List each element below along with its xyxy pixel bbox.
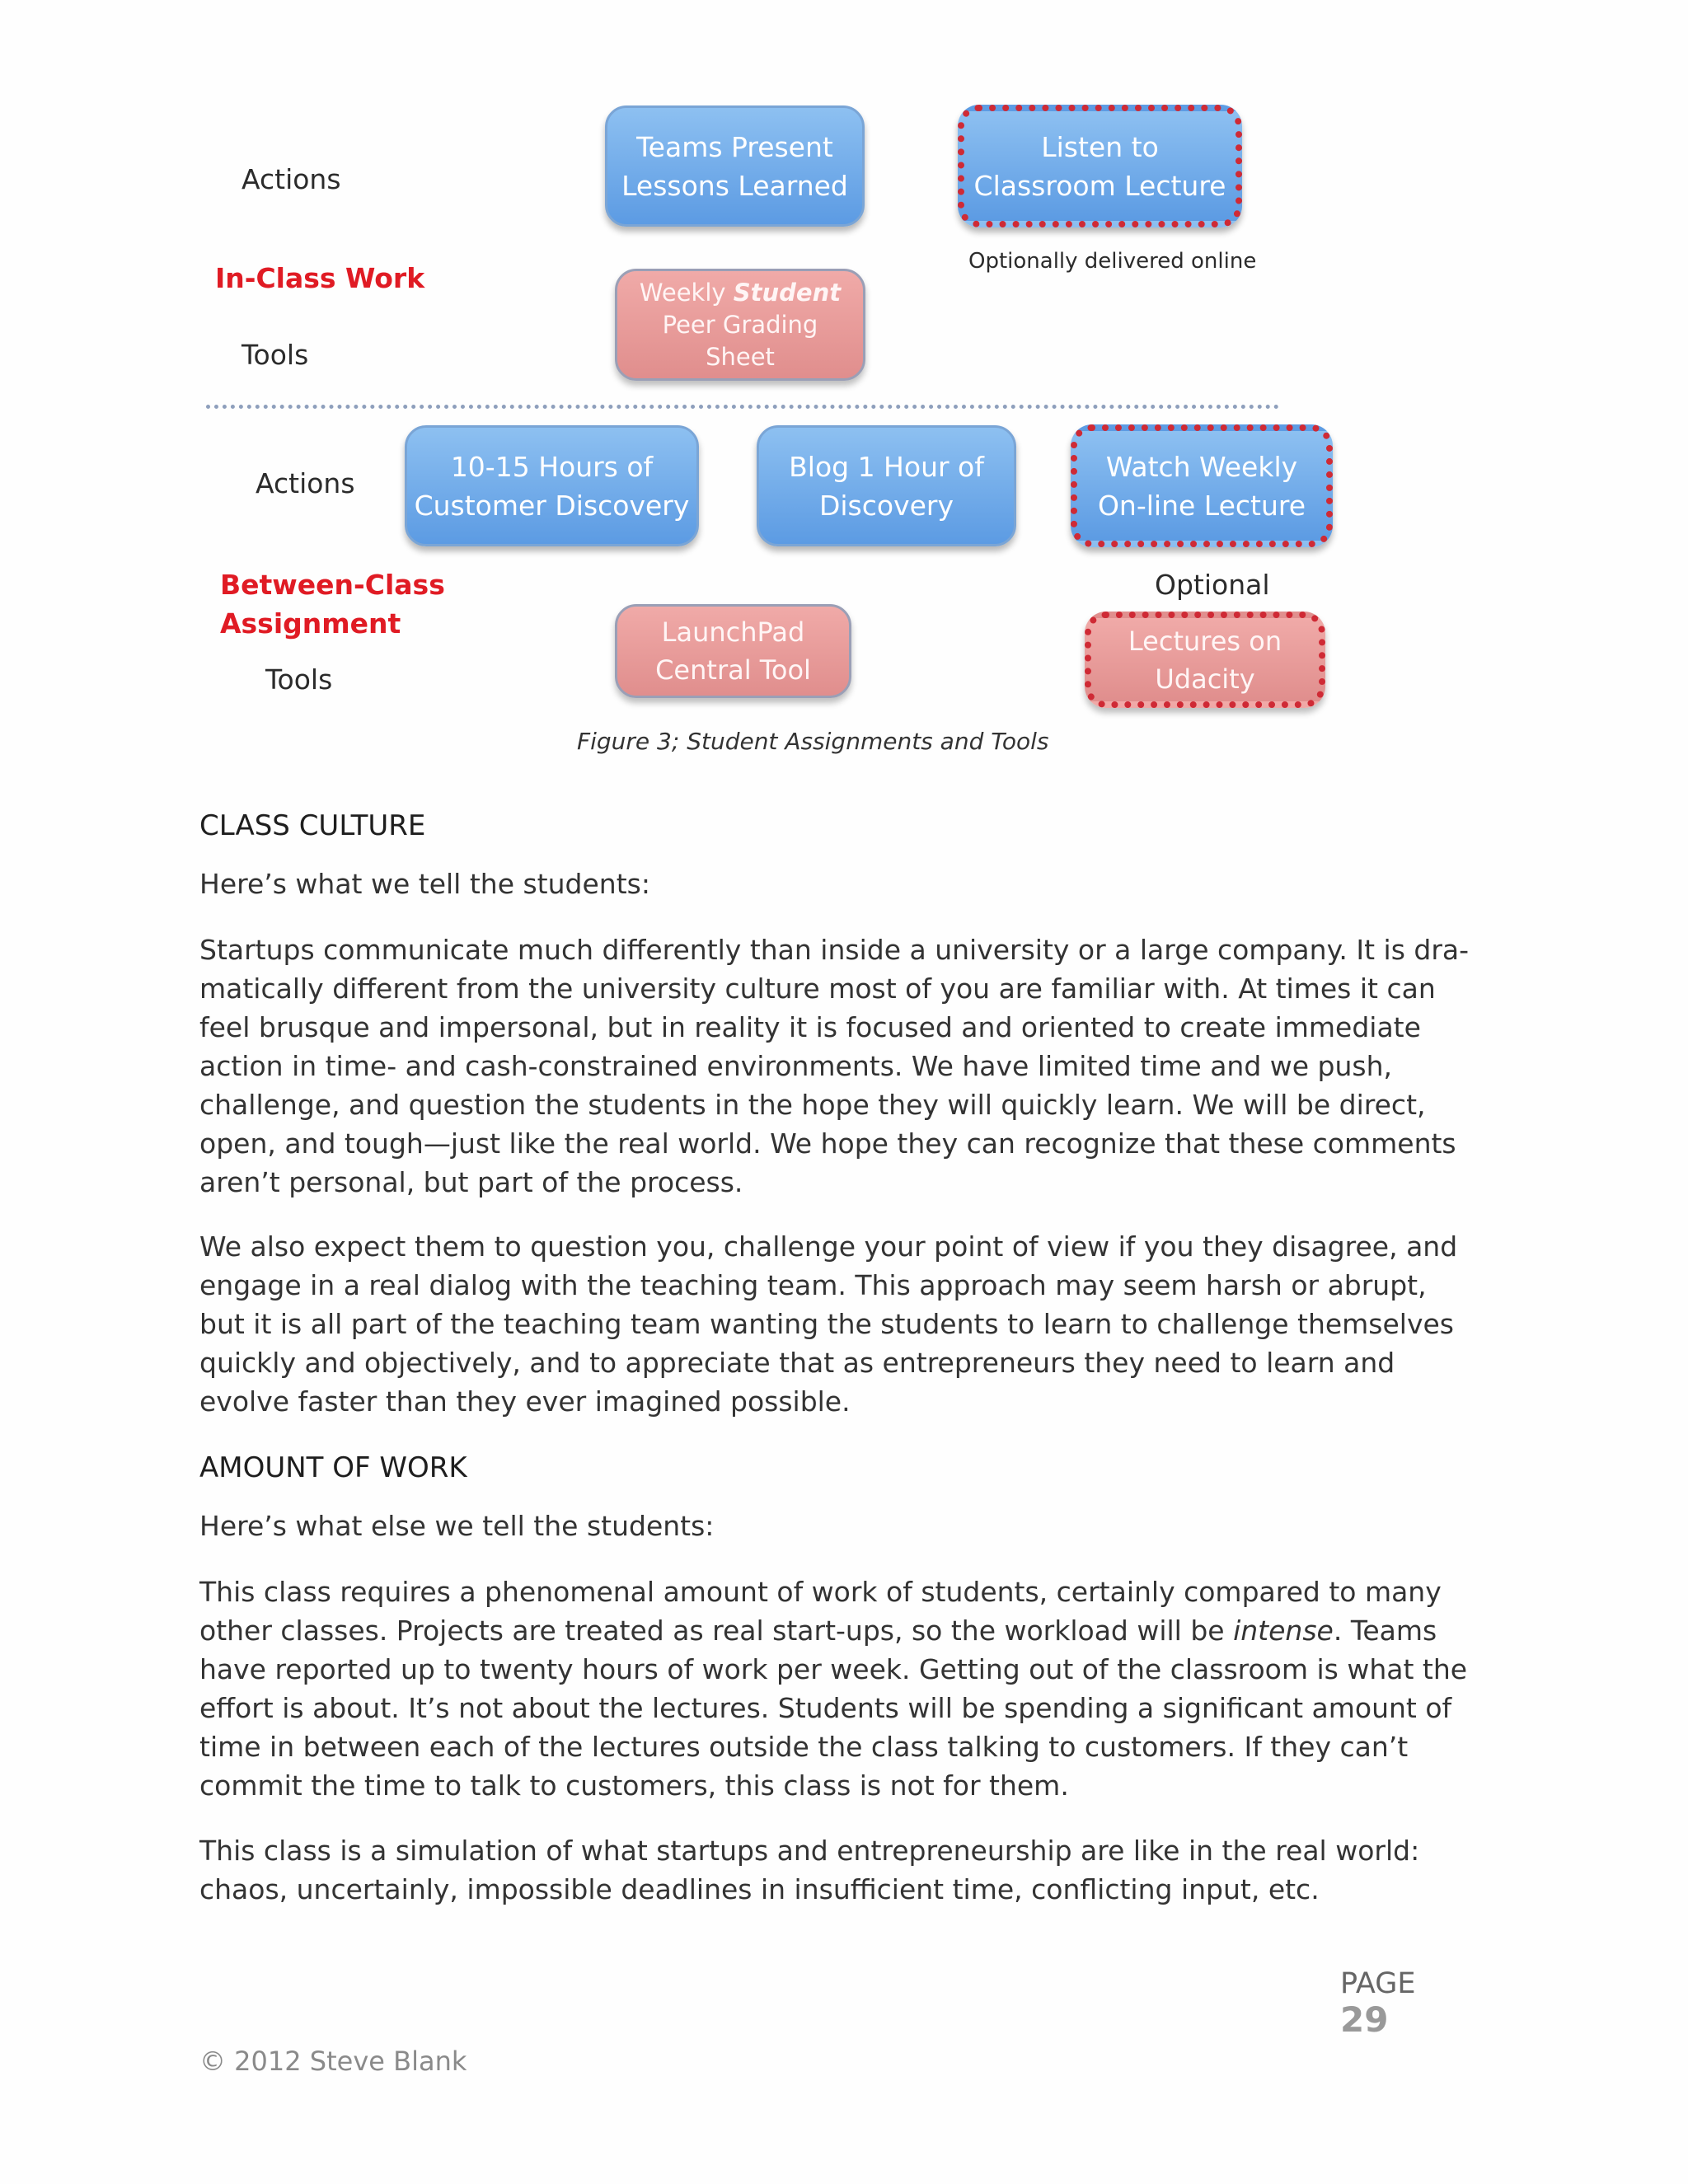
blog-discovery-box: Blog 1 Hour of Discovery — [757, 425, 1016, 546]
class-culture-paragraph-1: Startups communicate much differently than inside a university or a large company. It is dra-matically different from the university culture most of you are familiar with. At times it can feel brusque and impersonal, but in reality it is focused and oriented to create immediate action in time- and cash-constrained environments. We have limited time and we push, challenge, and question the students in the hope they will quickly learn. We will be direct, open, and tough—just like the real world. We hope they can recognize that these comments aren’t personal, but part of the process. — [199, 934, 1470, 1198]
copyright: © 2012 Steve Blank — [199, 2046, 467, 2077]
optional-label: Optional — [1155, 569, 1270, 601]
peer-grading-box — [615, 269, 865, 381]
section-divider — [206, 405, 1279, 409]
customer-discovery-box: 10-15 Hours of Customer Discovery — [405, 425, 699, 546]
class-culture-paragraph-2: We also expect them to question you, challenge your point of view if you they disagree, and engage in a real dialog with the teaching team. This approach may seem harsh or abrupt, but it is all part of the teaching team wanting the students to learn to challenge themselves quickly and objectively, and to appreciate that as entrepreneurs they need to learn and evolve faster than they ever imagined possible. — [199, 1230, 1458, 1418]
watch-lecture-box: Watch Weekly On-line Lecture — [1071, 424, 1333, 547]
launchpad-box: LaunchPad Central Tool — [615, 604, 851, 698]
between-class-label: Between-Class Assignment — [220, 569, 445, 640]
figure-caption: Figure 3; Student Assignments and Tools — [577, 728, 1049, 755]
in-class-actions-label: Actions — [241, 163, 341, 195]
amount-of-work-heading: AMOUNT OF WORK — [199, 1451, 467, 1484]
teams-present-box: Teams Present Lessons Learned — [605, 105, 865, 227]
amount-of-work-paragraph-1: This class requires a phenomenal amount of work of students, certainly compared to many other classes. Projects are treated as real start-ups, so the workload will be intense. Teams have reported up to twenty hours of work per week. Getting out of the classroom is what the effort is about. It’s not about the lectures. Students will be spending a significant amount of time in between each of the lectures outside the class talking to customers. If they can’t commit the time to talk to customers, this class is not for them. — [199, 1576, 1468, 1802]
in-class-tools-label: Tools — [241, 339, 309, 371]
amount-of-work-paragraph-2: This class is a simulation of what startups and entrepreneurship are like in the real world: chaos, uncertainly, impossible deadlines in insufficient time, conflicting input, etc. — [199, 1835, 1420, 1905]
peer-grading-text: Weekly Student Peer Grading Sheet — [639, 278, 842, 371]
listen-lecture-box: Listen to Classroom Lecture — [958, 105, 1242, 227]
between-actions-label: Actions — [256, 467, 355, 499]
in-class-work-label: In-Class Work — [215, 262, 425, 294]
online-note: Optionally delivered online — [968, 249, 1257, 274]
page-label: PAGE — [1340, 1967, 1416, 2000]
class-culture-intro: Here’s what we tell the students: — [199, 868, 650, 900]
amount-of-work-intro: Here’s what else we tell the students: — [199, 1510, 715, 1542]
between-tools-label: Tools — [265, 663, 333, 696]
page-number: 29 — [1340, 1999, 1389, 2040]
udacity-box: Lectures on Udacity — [1085, 612, 1325, 708]
class-culture-heading: CLASS CULTURE — [199, 809, 426, 842]
